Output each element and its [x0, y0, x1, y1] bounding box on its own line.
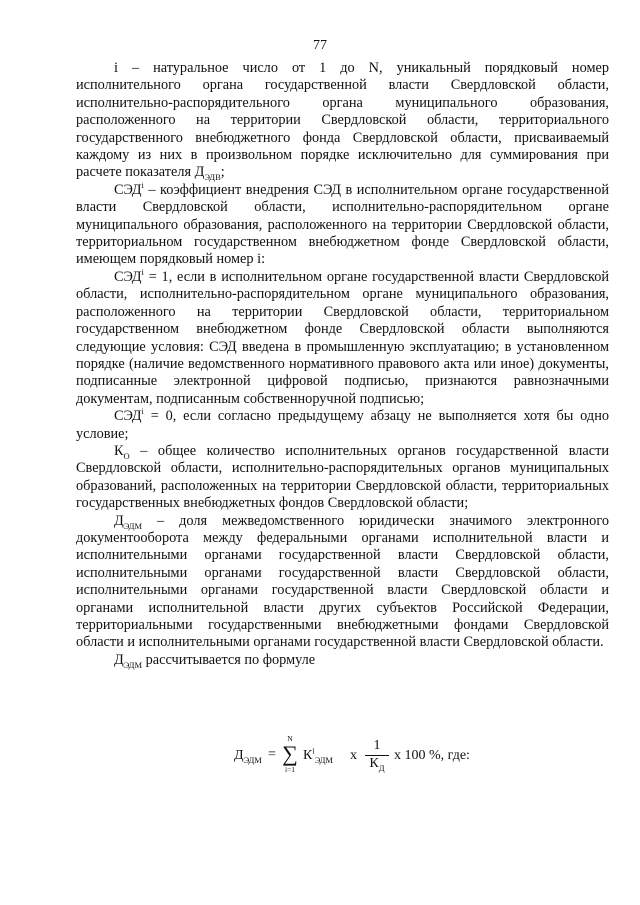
summation	[281, 734, 299, 774]
formula-subscript: Д	[378, 762, 385, 773]
formula-k-term	[303, 745, 333, 765]
document-body	[76, 60, 609, 669]
paragraph-dedm-definition	[76, 513, 609, 652]
symbol: СЭД	[114, 181, 142, 198]
formula-tail: x 100 %, где:	[394, 748, 470, 763]
formula	[234, 732, 494, 782]
fraction-numerator: 1	[373, 738, 381, 753]
sigma-symbol: ∑	[282, 741, 298, 766]
formula-equals: =	[268, 747, 276, 762]
formula-symbol: К	[369, 756, 379, 771]
paragraph-sed-coefficient	[76, 182, 609, 269]
superscript: i	[141, 267, 144, 278]
paragraph-i-definition	[76, 60, 609, 182]
symbol: Д	[114, 512, 124, 529]
formula-superscript: i	[312, 745, 315, 756]
subscript: ЭДМ	[123, 520, 143, 531]
formula-symbol: Д	[234, 748, 244, 763]
subscript: ЭДМ	[123, 659, 143, 670]
paragraph-text: i – натуральное число от 1 до N, уникальный порядковый номер исполнительного органа государственной власти Свердловской области, исполнительно-распорядительного органа муниципального образования, расположенного на территории Свердловской области, территориального государственного внебюджетного фонда Свердловской области, присваиваемый каждому из них в произвольном порядке исключительно для суммирования при расчете показателя Д	[76, 60, 609, 181]
sum-upper-limit: N	[287, 734, 293, 743]
formula-fraction	[365, 738, 389, 772]
paragraph-text: = 0, если согласно предыдущему абзацу не выполняется хотя бы одно условие;	[76, 408, 609, 442]
paragraph-formula-intro	[76, 652, 609, 669]
paragraph-text: рассчитывается по формуле	[142, 651, 316, 668]
paragraph-text: = 1, если в исполнительном органе государственной власти Свердловской области, исполнительно-распорядительном органе муниципального образования, расположенного на территории Свердловской области, территориальном государственном внебюджетном фонде Свердловской области выполняются следующие условия: СЭД введена в промышленную эксплуатацию; в установленном порядке (наличие ведомственного нормативного правового акта или иное) документы, подписанные электронной цифровой подписью, признаются равнозначными документам, подписанным собственноручной подписью;	[76, 268, 609, 407]
paragraph-text: – общее количество исполнительных органов государственной власти Свердловской области, исполнительно-распорядительных органов муниципальных образований, расположенных на территории Свердловской области, территориальных государственных внебюджетных фондов Свердловской области;	[76, 442, 609, 512]
formula-subscript: ЭДМ	[243, 754, 262, 765]
formula-multiply: x	[350, 748, 357, 763]
subscript: О	[123, 450, 130, 461]
symbol: К	[114, 442, 124, 459]
symbol: СЭД	[114, 408, 142, 425]
paragraph-text: – коэффициент внедрения СЭД в исполнительном органе государственной власти Свердловской области, исполнительно-распорядительном органе муниципального образования, расположенного на территории Свердловской области, территориальном государственном внебюджетном фонде Свердловской области, имеющем порядковый номер i:	[76, 181, 609, 268]
paragraph-sed-equals-one	[76, 269, 609, 408]
superscript: i	[141, 180, 144, 191]
formula-subscript: ЭДМ	[314, 754, 333, 765]
symbol: СЭД	[114, 268, 142, 285]
paragraph-text: – доля межведомственного юридически значимого электронного документооборота между федеральными органами исполнительной власти и исполнительными органами государственной власти Свердловской области, исполнительными органами государственной власти Свердловской области, исполнительными органами государственной власти Свердловской области и органами исполнительной власти других субъектов Российской Федерации, территориальными государственными внебюджетными фондами Свердловской области и исполнительными органами государственной власти Свердловской области.	[76, 512, 609, 651]
paragraph-sed-equals-zero	[76, 408, 609, 443]
subscript: ЭДВ	[204, 172, 221, 183]
fraction-denominator	[365, 756, 389, 772]
formula-symbol: К	[303, 748, 313, 763]
paragraph-text: ;	[220, 164, 225, 181]
sum-lower-limit: i=1	[284, 765, 296, 774]
superscript: i	[141, 406, 144, 417]
page-number: 77	[313, 38, 327, 53]
paragraph-ko-definition	[76, 443, 609, 513]
symbol: Д	[114, 651, 124, 668]
formula-lhs	[234, 748, 262, 764]
